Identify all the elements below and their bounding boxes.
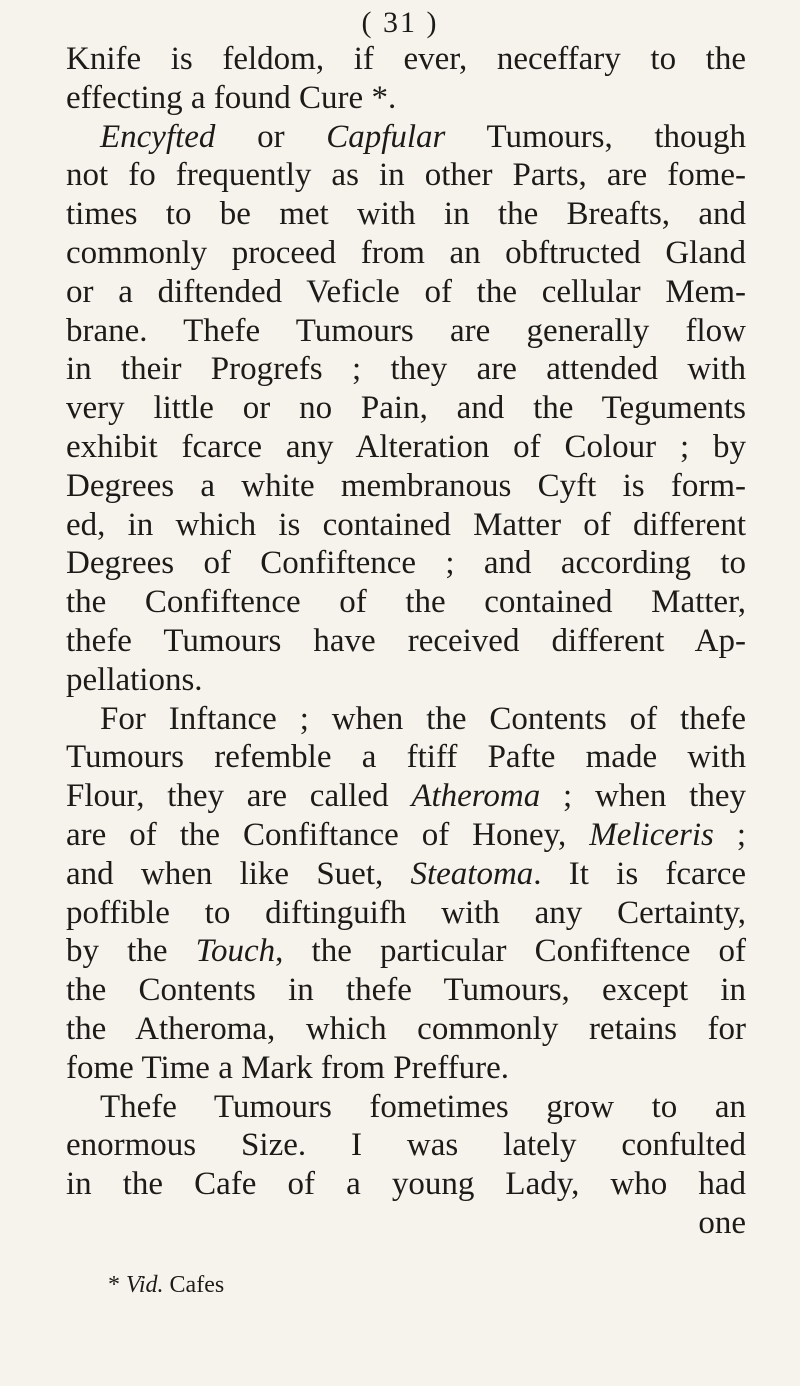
text-line — [66, 389, 746, 428]
body-text — [66, 40, 746, 1243]
line-text: ; when they — [540, 778, 746, 815]
text-line — [66, 544, 746, 583]
italic-term: Meliceris — [589, 816, 714, 853]
line-text: brane. Thefe Tumours are generally flow — [66, 312, 746, 349]
text-line — [66, 971, 746, 1010]
line-text: . It is fcarce — [533, 855, 746, 892]
line-text: ed, in which is contained Matter of different — [66, 506, 746, 543]
text-line — [66, 79, 746, 118]
line-text: For Inftance ; when the Contents of thefe — [100, 700, 746, 737]
line-text: , the particular Confiftence of — [275, 933, 746, 970]
text-line — [66, 1165, 746, 1204]
text-line — [66, 350, 746, 389]
line-text: in the Cafe of a young Lady, who had — [66, 1166, 746, 1203]
text-line — [66, 894, 746, 933]
line-text: Tumours refemble a ftiff Pafte made with — [66, 739, 746, 776]
line-text: Degrees of Confiftence ; and according to — [66, 545, 746, 582]
line-text: pellations. — [66, 661, 203, 698]
text-line — [66, 932, 746, 971]
line-text: in their Progrefs ; they are attended with — [66, 351, 746, 388]
line-text: or a diftended Veficle of the cellular Mem- — [66, 273, 746, 310]
line-text: the Atheroma, which commonly retains for — [66, 1010, 746, 1047]
text-line — [66, 855, 746, 894]
text-line — [66, 583, 746, 622]
text-line — [66, 195, 746, 234]
line-text: thefe Tumours have received different Ap- — [66, 622, 746, 659]
text-line — [66, 312, 746, 351]
text-line — [66, 118, 746, 157]
italic-term: Atheroma — [411, 778, 541, 815]
text-line — [66, 428, 746, 467]
text-line — [66, 777, 746, 816]
text-line — [66, 273, 746, 312]
text-line — [66, 661, 746, 700]
line-text: one — [698, 1204, 746, 1241]
line-text: fome Time a Mark from Preffure. — [66, 1049, 509, 1086]
catchword — [66, 1204, 746, 1243]
text-line — [66, 467, 746, 506]
text-line — [66, 700, 746, 739]
line-text: commonly proceed from an obftructed Gland — [66, 234, 746, 271]
line-text: poffible to diftinguifh with any Certainty, — [66, 894, 746, 931]
text-line — [66, 1010, 746, 1049]
line-text: are of the Confiftance of Honey, — [66, 816, 590, 853]
text-line — [66, 816, 746, 855]
italic-term: Steatoma — [410, 855, 534, 892]
line-text: Tumours, though — [445, 118, 746, 155]
line-text: enormous Size. I was lately confulted — [66, 1127, 746, 1164]
text-line — [66, 506, 746, 545]
footnote-ref: Vid. — [126, 1272, 164, 1298]
footnote — [108, 1272, 224, 1299]
line-text: by the — [66, 933, 196, 970]
text-line — [66, 1088, 746, 1127]
line-text: Degrees a white membranous Cyft is form- — [66, 467, 746, 504]
footnote-text: Cafes — [163, 1272, 225, 1298]
text-line — [66, 738, 746, 777]
line-text: and when like Suet, — [66, 855, 411, 892]
line-text: ; — [713, 816, 746, 853]
text-line — [66, 40, 746, 79]
text-line — [66, 234, 746, 273]
line-text: exhibit fcarce any Alteration of Colour ; by — [66, 428, 746, 465]
italic-term: Touch — [195, 933, 276, 970]
italic-term: Capfular — [326, 118, 446, 155]
footnote-marker: * — [108, 1272, 126, 1298]
line-text: Flour, they are called — [66, 778, 412, 815]
line-text: the Contents in thefe Tumours, except in — [66, 972, 746, 1009]
line-text: not fo frequently as in other Parts, are fome- — [66, 157, 746, 194]
line-text: Thefe Tumours fometimes grow to an — [100, 1088, 746, 1125]
line-text: the Confiftence of the contained Matter, — [66, 584, 746, 621]
line-text: effecting a found Cure *. — [66, 79, 397, 116]
line-text: or — [215, 118, 327, 155]
text-line — [66, 622, 746, 661]
text-line — [66, 156, 746, 195]
text-line — [66, 1126, 746, 1165]
line-text: times to be met with in the Breafts, and — [66, 196, 746, 233]
line-text: Knife is feldom, if ever, neceffary to the — [66, 41, 746, 77]
italic-term: Encyfted — [100, 118, 216, 155]
page-number: ( 31 ) — [361, 6, 439, 39]
text-line — [66, 1049, 746, 1088]
line-text: very little or no Pain, and the Teguments — [66, 390, 746, 427]
